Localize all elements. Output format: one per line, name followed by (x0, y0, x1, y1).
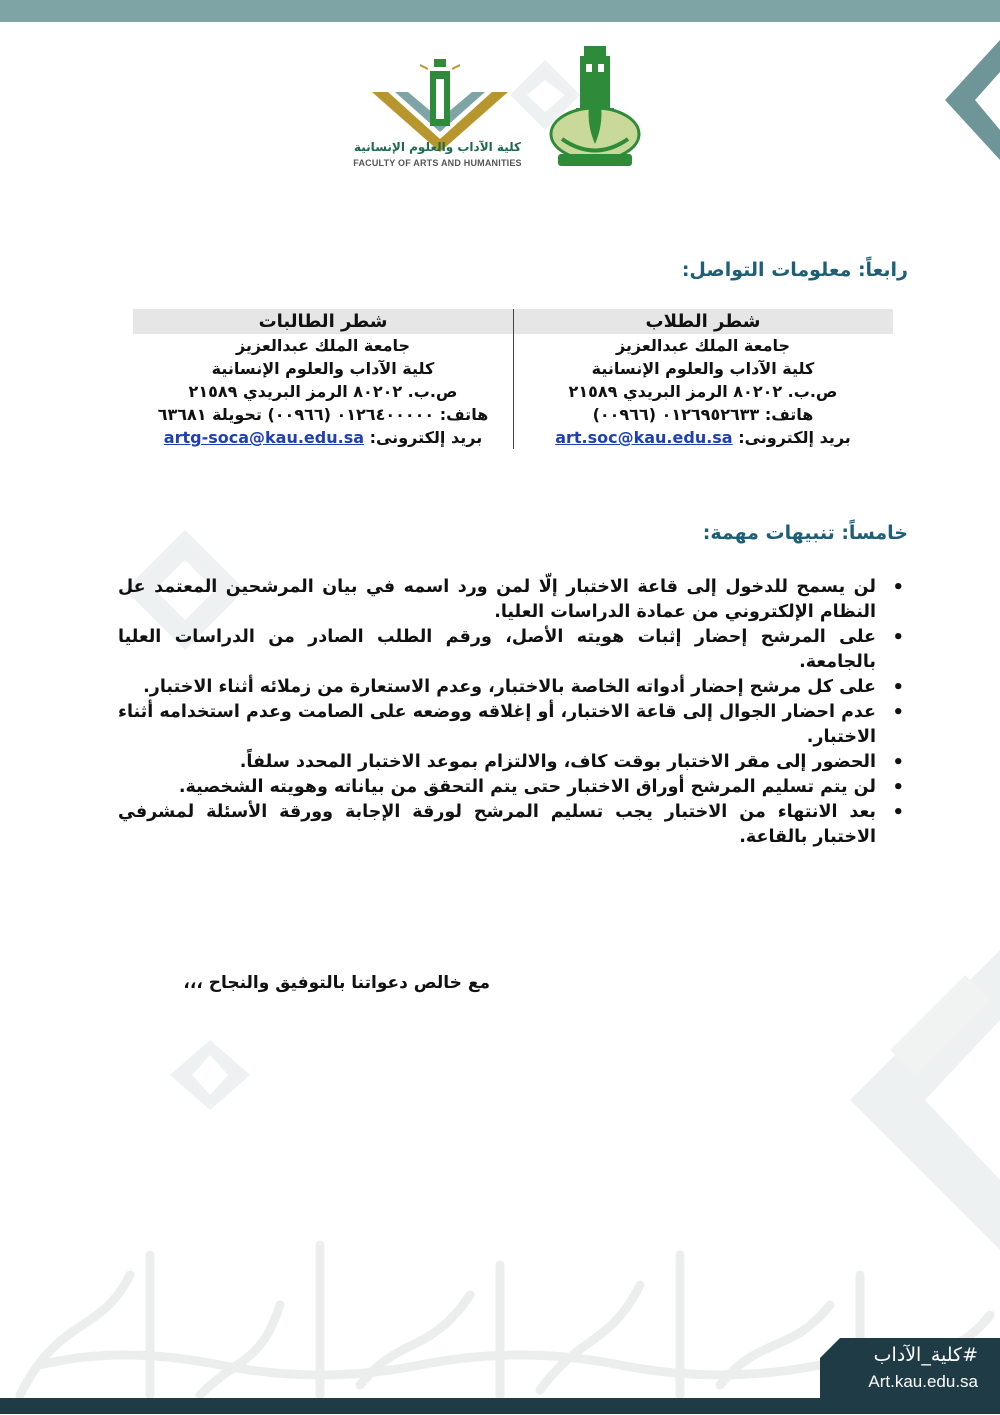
email-label: بريد إلكترونى: (738, 428, 851, 447)
list-item: • لن يتم تسليم المرشح أوراق الاختبار حتى يتم التحقق من بياناته وهويته الشخصية. (118, 775, 908, 800)
faculty-name: كلية الآداب والعلوم الإنسانية (211, 359, 435, 378)
list-item: • لن يسمح للدخول إلى قاعة الاختبار إلّا لمن ورد اسمه في بيان المرشحين المعتمد عل النظام الإلكتروني من عمادة الدراسات العليا. (118, 575, 908, 625)
footer-url[interactable]: Art.kau.edu.sa (868, 1372, 978, 1391)
contacts-table (133, 309, 893, 449)
email-row (133, 426, 513, 449)
phone-number: هاتف: ٠١٢٦٩٥٢٦٣٣ (٠٠٩٦٦) (592, 405, 814, 424)
faculty-name-arabic: كلية الآداب والعلوم الإنسانية (354, 140, 521, 154)
female-email-link[interactable]: artg-soca@kau.edu.sa (163, 428, 365, 447)
list-item: • بعد الانتهاء من الاختبار يجب تسليم المرشح لورقة الإجابة وورقة الأسئلة لمشرفي الاختبار بالقاعة. (118, 800, 908, 850)
female-section-title: شطر الطالبات (133, 309, 513, 334)
faculty-name-english: FACULTY OF ARTS AND HUMANITIES (353, 158, 522, 168)
email-row (513, 426, 893, 449)
email-label: بريد إلكترونى: (369, 428, 483, 447)
male-section-column (513, 309, 893, 449)
postal-address: ص.ب. ٨٠٢٠٢ الرمز البريدي ٢١٥٨٩ (188, 382, 458, 401)
list-item: • على كل مرشح إحضار أدواته الخاصة بالاختبار، وعدم الاستعارة من زملائه أثناء الاختبار. (118, 675, 908, 700)
contact-info-heading: رابعاً: معلومات التواصل: (681, 259, 908, 281)
kau-logo (540, 44, 650, 174)
postal-address: ص.ب. ٨٠٢٠٢ الرمز البريدي ٢١٥٨٩ (568, 382, 838, 401)
list-item: • على المرشح إحضار إثبات هويته الأصل، ورقم الطلب الصادر من الدراسات العليا بالجامعة. (118, 625, 908, 675)
university-name: جامعة الملك عبدالعزيز (615, 336, 791, 355)
faculty-name: كلية الآداب والعلوم الإنسانية (591, 359, 815, 378)
male-section-title: شطر الطلاب (513, 309, 893, 334)
closing-line: مع خالص دعواتنا بالتوفيق والنجاح ،،، (183, 973, 490, 993)
list-item: • الحضور إلى مقر الاختبار بوقت كاف، والالتزام بموعد الاختبار المحدد سلفاً. (118, 750, 908, 775)
important-notes-list (118, 575, 908, 850)
list-item: • عدم احضار الجوال إلى قاعة الاختبار، أو إغلاقه ووضعه على الصامت وعدم استخدامه أثناء الاختبار. (118, 700, 908, 750)
phone-number: هاتف: ٠١٢٦٤٠٠٠٠٠ (٠٠٩٦٦) تحويلة ٦٣٦٨١ (157, 405, 489, 424)
column-divider (513, 309, 514, 449)
bottom-bar (0, 1398, 1000, 1414)
university-name: جامعة الملك عبدالعزيز (235, 336, 411, 355)
female-section-column (133, 309, 513, 449)
important-notes-heading: خامساً: تنبيهات مهمة: (702, 522, 908, 544)
male-email-link[interactable]: art.soc@kau.edu.sa (555, 428, 733, 447)
footer-hashtag: #كلية_الآداب (873, 1344, 978, 1366)
